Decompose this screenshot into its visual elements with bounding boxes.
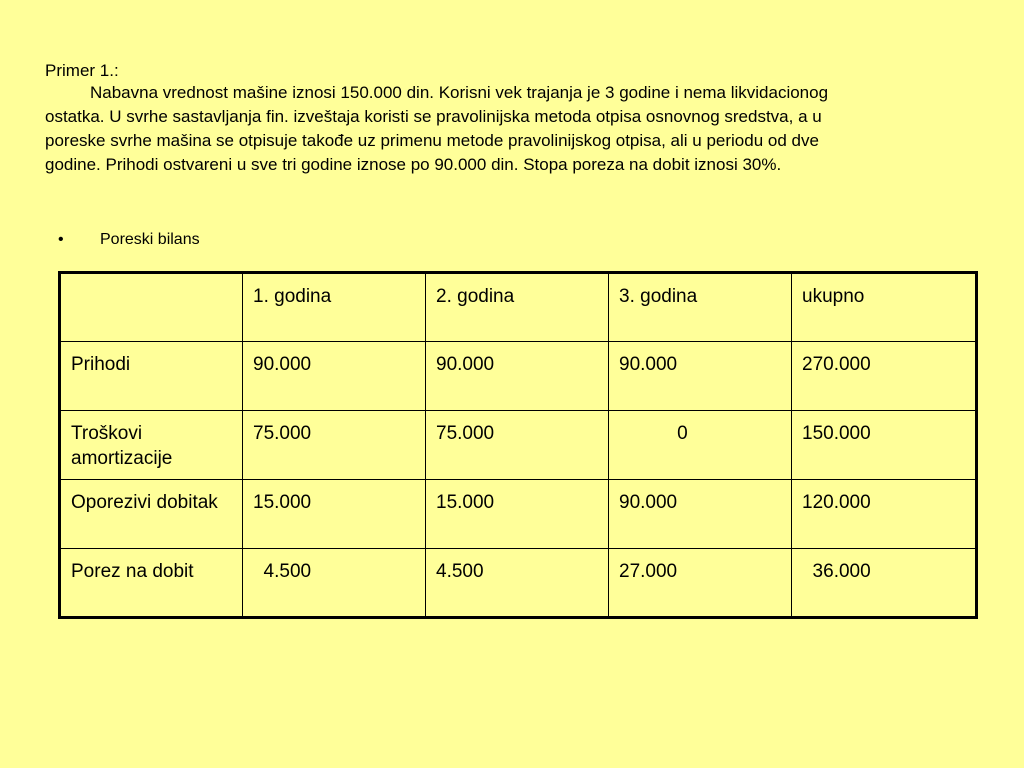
table-row: [60, 480, 977, 549]
table-cell: 150.000: [792, 411, 977, 480]
header-cell: ukupno: [792, 273, 977, 342]
bullet-item: [58, 229, 200, 251]
table-cell: 270.000: [792, 342, 977, 411]
example-title: Primer 1.:: [45, 61, 119, 80]
table-cell: 4.500: [243, 549, 426, 618]
table-cell: 4.500: [426, 549, 609, 618]
table-cell: 27.000: [609, 549, 792, 618]
row-label: Oporezivi dobitak: [60, 480, 243, 549]
bullet-icon: •: [58, 231, 64, 248]
row-label: Prihodi: [60, 342, 243, 411]
paragraph-line: ostatka. U svrhe sastavljanja fin. izveštaja koristi se pravolinijska metoda otpisa osnovnog sredstva, a u: [45, 107, 822, 126]
header-cell-empty: [60, 273, 243, 342]
paragraph-line: poreske svrhe mašina se otpisuje takođe uz primenu metode pravolinijskog otpisa, ali u periodu od dve: [45, 131, 819, 150]
tax-balance-table: [58, 271, 978, 619]
paragraph-line: godine. Prihodi ostvareni u sve tri godine iznose po 90.000 din. Stopa poreza na dobit iznosi 30%.: [45, 155, 782, 174]
table-row: [60, 411, 977, 480]
table-cell: 75.000: [426, 411, 609, 480]
header-cell: 1. godina: [243, 273, 426, 342]
table-cell: 90.000: [426, 342, 609, 411]
table-row: [60, 549, 977, 618]
paragraph-line: Nabavna vrednost mašine iznosi 150.000 din. Korisni vek trajanja je 3 godine i nema likvidacionog: [90, 83, 829, 102]
table-cell: 75.000: [243, 411, 426, 480]
table-row: [60, 342, 977, 411]
table-cell: 90.000: [243, 342, 426, 411]
header-cell: 3. godina: [609, 273, 792, 342]
table-cell: 15.000: [243, 480, 426, 549]
table-header-row: [60, 273, 977, 342]
row-label: Porez na dobit: [60, 549, 243, 618]
table-cell: 36.000: [792, 549, 977, 618]
table-cell: 90.000: [609, 342, 792, 411]
problem-paragraph: [45, 81, 980, 177]
header-cell: 2. godina: [426, 273, 609, 342]
table-cell: 15.000: [426, 480, 609, 549]
row-label: Troškovi amortizacije: [60, 411, 243, 480]
table-cell: 120.000: [792, 480, 977, 549]
table-cell: 0: [609, 411, 792, 480]
bullet-label: Poreski bilans: [100, 231, 200, 248]
table-cell: 90.000: [609, 480, 792, 549]
